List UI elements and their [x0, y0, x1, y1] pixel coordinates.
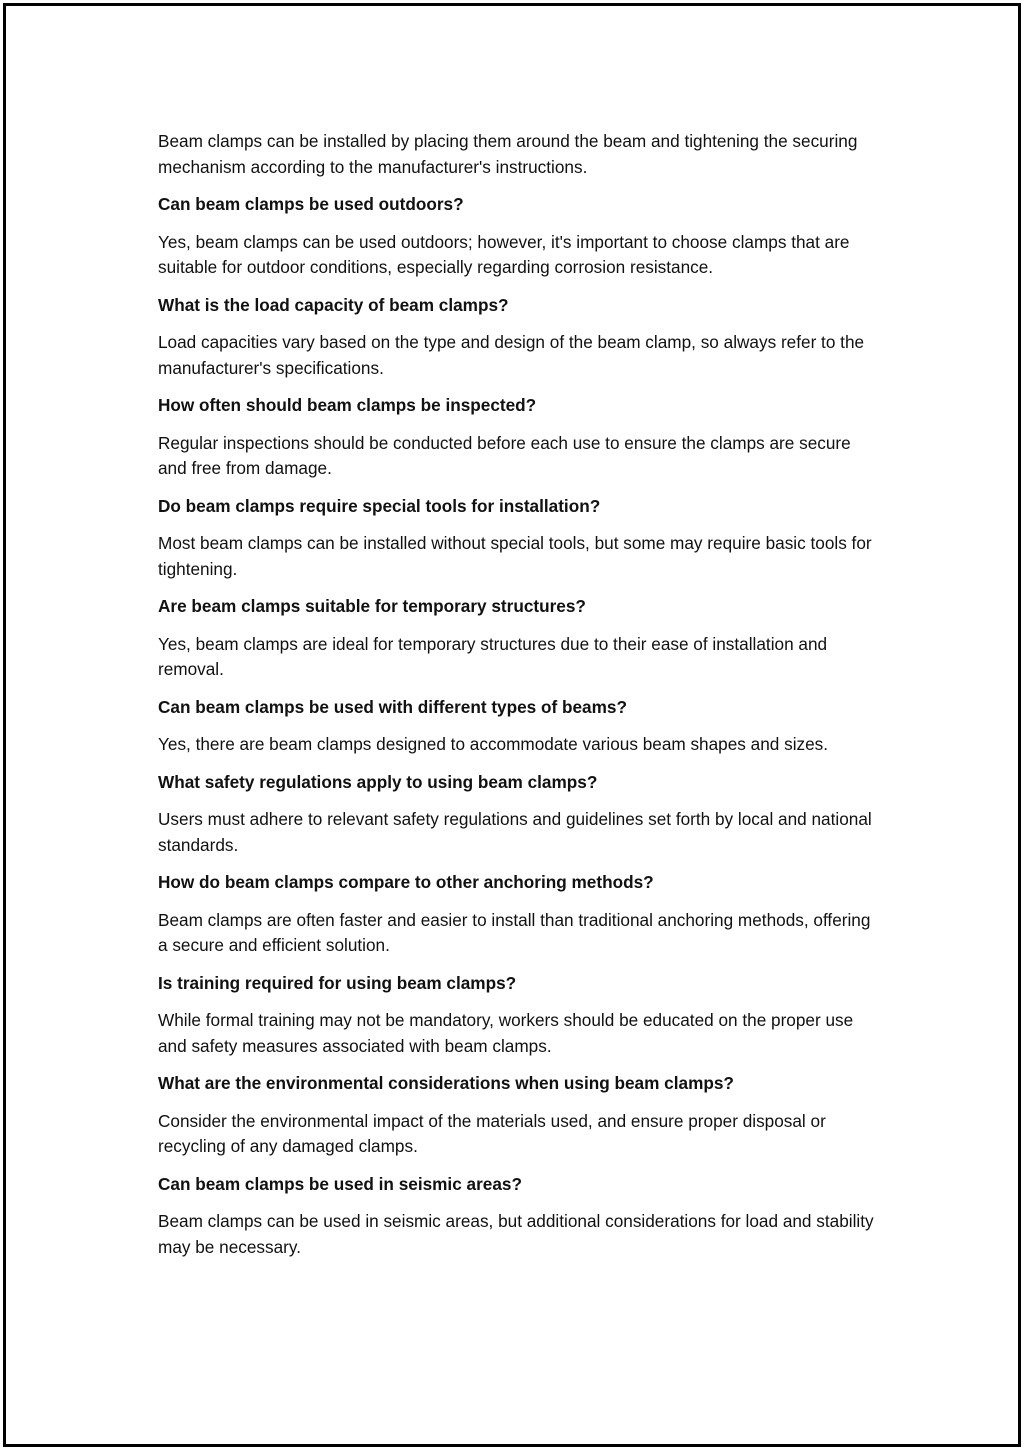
faq-answer: Beam clamps are often faster and easier to install than traditional anchoring methods, offering a secure and efficient solution. — [158, 909, 871, 955]
faq-question: What safety regulations apply to using beam clamps? — [158, 771, 598, 792]
faq-answer: Yes, beam clamps can be used outdoors; however, it's important to choose clamps that are suitable for outdoor conditions, especially regarding corrosion resistance. — [158, 231, 850, 277]
faq-question: Can beam clamps be used in seismic areas? — [158, 1173, 522, 1194]
faq-question: Can beam clamps be used outdoors? — [158, 194, 464, 214]
document-body — [158, 129, 882, 1272]
faq-answer: Consider the environmental impact of the materials used, and ensure proper disposal or recycling of any damaged clamps. — [158, 1110, 826, 1156]
faq-answer: Regular inspections should be conducted before each use to ensure the clamps are secure and free from damage. — [158, 432, 851, 478]
faq-question: What is the load capacity of beam clamps? — [158, 294, 509, 315]
faq-answer: Most beam clamps can be installed without special tools, but some may require basic tools for tightening. — [158, 533, 872, 579]
faq-question: How do beam clamps compare to other anchoring methods? — [158, 872, 654, 892]
faq-answer: While formal training may not be mandatory, workers should be educated on the proper use and safety measures associated with beam clamps. — [158, 1010, 854, 1056]
faq-answer: Yes, beam clamps are ideal for temporary structures due to their ease of installation and removal. — [158, 633, 828, 679]
faq-question: Do beam clamps require special tools for installation? — [158, 495, 601, 516]
faq-answer: Yes, there are beam clamps designed to accommodate various beam shapes and sizes. — [158, 734, 829, 754]
faq-question: What are the environmental considerations when using beam clamps? — [158, 1073, 734, 1093]
intro-paragraph: Beam clamps can be installed by placing them around the beam and tightening the securing mechanism according to the manufacturer's instructions. — [158, 131, 858, 177]
faq-answer: Users must adhere to relevant safety regulations and guidelines set forth by local and national standards. — [158, 809, 872, 855]
faq-question: How often should beam clamps be inspected? — [158, 395, 537, 415]
faq-question: Are beam clamps suitable for temporary structures? — [158, 596, 586, 616]
faq-question: Can beam clamps be used with different types of beams? — [158, 696, 627, 717]
page-frame — [3, 3, 1021, 1447]
faq-answer: Beam clamps can be used in seismic areas, but additional considerations for load and stability may be necessary. — [158, 1211, 874, 1257]
faq-answer: Load capacities vary based on the type and design of the beam clamp, so always refer to the manufacturer's specifications. — [158, 332, 865, 378]
faq-question: Is training required for using beam clamps? — [158, 972, 517, 993]
